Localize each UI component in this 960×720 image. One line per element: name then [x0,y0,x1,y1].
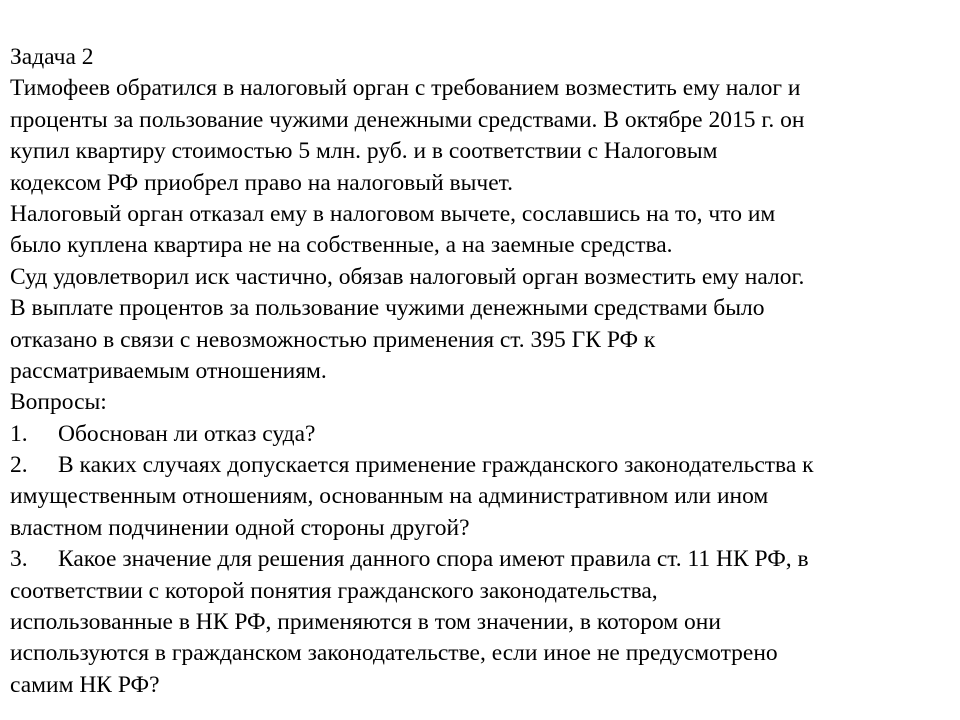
question-number: 2. [10,452,28,479]
question-text-line: имущественным отношениям, основанным на административном или ином [10,483,769,510]
question-text-line: Обоснован ли отказ суда? [58,420,316,447]
questions-heading: Вопросы: [10,389,107,416]
task-title: Задача 2 [10,44,94,70]
task-text-line: Налоговый орган отказал ему в налоговом вычете, сославшись на то, что им [10,200,776,227]
task-text-line: было куплена квартира не на собственные, а на заемные средства. [10,232,673,259]
question-item-2 [10,450,950,481]
question-text-line: властном подчинении одной стороны другой? [10,514,470,541]
task-text-line: купил квартиру стоимостью 5 млн. руб. и в соответствии с Налоговым [10,138,718,165]
task-text-line: В выплате процентов за пользование чужими денежными средствами было [10,295,765,322]
task-text-line: Тимофеев обратился в налоговый орган с требованием возместить ему налог и [10,75,801,102]
task-text-line: проценты за пользование чужими денежными средствами. В октябре 2015 г. он [10,106,805,133]
question-item-3 [10,544,950,575]
question-item-1 [10,419,950,450]
task-text-line: Суд удовлетворил иск частично, обязав налоговый орган возместить ему налог. [10,263,805,290]
question-text-line: Какое значение для решения данного спора имеют правила ст. 11 НК РФ, в [58,546,809,573]
question-text-line: использованные в НК РФ, применяются в том значении, в котором они [10,609,721,636]
question-number: 3. [10,546,28,573]
task-text-line: отказано в связи с невозможностью применения ст. 395 ГК РФ к [10,326,656,353]
question-text-line: самим НК РФ? [10,671,160,698]
task-text-line: кодексом РФ приобрел право на налоговый вычет. [10,169,514,196]
slide-content [10,42,950,701]
question-number: 1. [10,420,28,447]
task-text-line: рассматриваемым отношениям. [10,357,327,384]
question-text-line: используются в гражданском законодательстве, если иное не предусмотрено [10,640,778,667]
question-text-line: соответствии с которой понятия гражданского законодательства, [10,577,658,604]
question-text-line: В каких случаях допускается применение гражданского законодательства к [58,452,814,479]
